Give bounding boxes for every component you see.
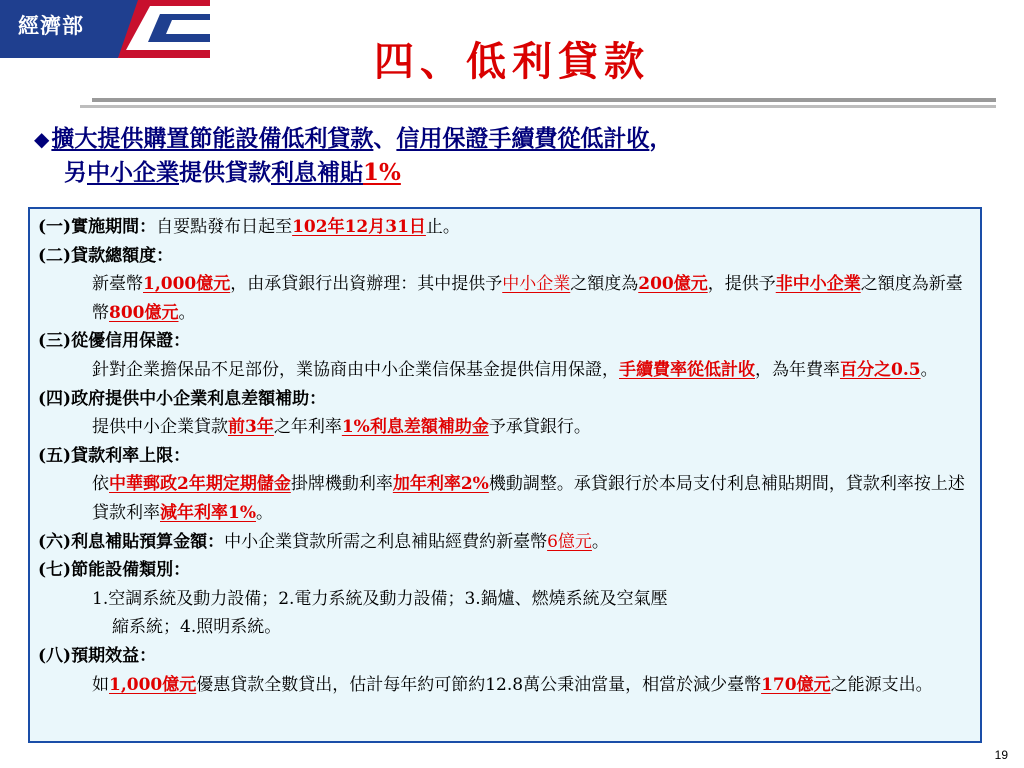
page-number: 19 <box>994 748 1008 762</box>
intro-separator: 、 <box>373 125 397 152</box>
intro-loan-text: 擴大提供購置節能設備低利貸款 <box>51 125 374 152</box>
highlight-minus-1: 減年利率1% <box>160 502 256 523</box>
highlight-loan-amount: 1,000億元 <box>109 674 197 695</box>
item-text: ，為年費率 <box>755 359 840 380</box>
item-interest-subsidy-heading <box>38 385 970 414</box>
item-heading: (一)實施期間： <box>38 217 157 237</box>
highlight-sme: 中小企業 <box>502 274 571 295</box>
item-heading: (六)利息補貼預算金額： <box>38 531 225 552</box>
item-text: 針對企業擔保品不足部份，業協商由中小企業信保基金提供信用保證， <box>92 359 619 380</box>
item-expected-benefit-heading <box>38 642 970 671</box>
item-text: 縮系統；4.照明系統。 <box>112 617 282 638</box>
item-text: 新臺幣 <box>92 274 143 295</box>
item-text: ，提供予 <box>707 274 776 295</box>
item-text: 。 <box>178 302 196 323</box>
item-text: 掛牌機動利率 <box>290 474 393 495</box>
item-text: 之年利率 <box>273 417 342 438</box>
item-interest-subsidy-body <box>38 413 970 442</box>
item-heading: (八)預期效益： <box>38 645 157 666</box>
intro-provide-loans: 提供貸款 <box>179 159 271 186</box>
item-budget <box>38 528 970 557</box>
item-text: ，由承貸銀行出資辦理：其中提供予 <box>230 274 503 295</box>
item-expected-benefit-body <box>38 671 970 700</box>
intro-statement <box>34 122 994 190</box>
item-equipment-line-2 <box>38 613 970 642</box>
intro-also: 另 <box>64 159 87 186</box>
item-credit-guarantee-body <box>38 356 970 385</box>
title-divider-secondary <box>80 105 996 108</box>
diamond-bullet-icon: ◆ <box>34 127 50 151</box>
item-text: 之額度為新臺幣 <box>92 274 963 323</box>
item-text: 。 <box>920 359 938 380</box>
item-text: 中小企業貸款所需之利息補貼經費約新臺幣 <box>224 531 548 552</box>
logo-text: 經濟部 <box>18 14 84 38</box>
highlight-sme-amount: 200億元 <box>638 274 708 295</box>
intro-comma: ， <box>649 125 673 152</box>
highlight-subsidy: 1%利息差額補助金 <box>341 417 489 438</box>
item-total-amount-body <box>38 270 970 327</box>
item-text: 依 <box>92 474 109 495</box>
item-text: 之能源支出。 <box>830 674 933 695</box>
item-text: 。 <box>591 531 609 552</box>
item-total-amount-heading <box>38 242 970 271</box>
highlight-end-date: 102年12月31日 <box>292 217 426 237</box>
item-text: 自要點發布日起至 <box>156 217 293 237</box>
item-text: 如 <box>92 674 109 695</box>
item-text: 之額度為 <box>570 274 639 295</box>
item-text: 提供中小企業貸款 <box>92 417 228 438</box>
item-rate-cap-body <box>38 470 970 527</box>
intro-guarantee-text: 信用保證手續費從低計收 <box>396 125 650 152</box>
title-divider <box>92 98 996 102</box>
page-title: 四、低利貸款 <box>374 38 650 85</box>
item-heading: (七)節能設備類別： <box>38 560 191 581</box>
item-heading: (五)貸款利率上限： <box>38 445 191 466</box>
highlight-non-sme-amount: 800億元 <box>109 302 179 323</box>
item-text: 機動調整。承貸銀行於本局支付利息補貼期間，貸款利率按上述貸款利率 <box>92 474 965 523</box>
highlight-fee-rate: 百分之0.5 <box>840 359 921 380</box>
item-equipment-heading <box>38 556 970 585</box>
highlight-first-3-years: 前3年 <box>228 417 274 438</box>
item-credit-guarantee-heading <box>38 327 970 356</box>
highlight-savings: 170億元 <box>761 674 831 695</box>
highlight-non-sme: 非中小企業 <box>775 274 861 295</box>
highlight-low-fee: 手續費率從低計收 <box>619 359 755 380</box>
item-heading: (三)從優信用保證： <box>38 331 191 352</box>
item-text: 予承貸銀行。 <box>488 417 591 438</box>
intro-sme: 中小企業 <box>87 159 179 186</box>
intro-subsidy-rate: 1% <box>363 159 401 186</box>
item-heading: (四)政府提供中小企業利息差額補助： <box>38 388 327 409</box>
item-heading: (二)貸款總額度： <box>38 245 174 266</box>
intro-interest-subsidy: 利息補貼 <box>271 159 363 186</box>
intro-line-2 <box>34 156 994 190</box>
loan-details-box <box>28 207 982 743</box>
highlight-total-amount: 1,000億元 <box>143 274 231 295</box>
item-text: 1.空調系統及動力設備；2.電力系統及動力設備；3.鍋爐、燃燒系統及空氣壓 <box>92 588 668 609</box>
item-rate-cap-heading <box>38 442 970 471</box>
item-text: 止。 <box>425 217 460 237</box>
intro-line-1 <box>34 122 994 156</box>
highlight-postal-deposit: 中華郵政2年期定期儲金 <box>109 474 291 495</box>
item-text: 。 <box>255 502 273 523</box>
item-implementation-period <box>38 213 970 242</box>
item-equipment-line-1 <box>38 585 970 614</box>
highlight-plus-2: 加年利率2% <box>392 474 489 495</box>
item-text: 優惠貸款全數貸出，估計每年約可節約12.8萬公秉油當量，相當於減少臺幣 <box>196 674 762 695</box>
highlight-budget: 6億元 <box>547 531 592 552</box>
